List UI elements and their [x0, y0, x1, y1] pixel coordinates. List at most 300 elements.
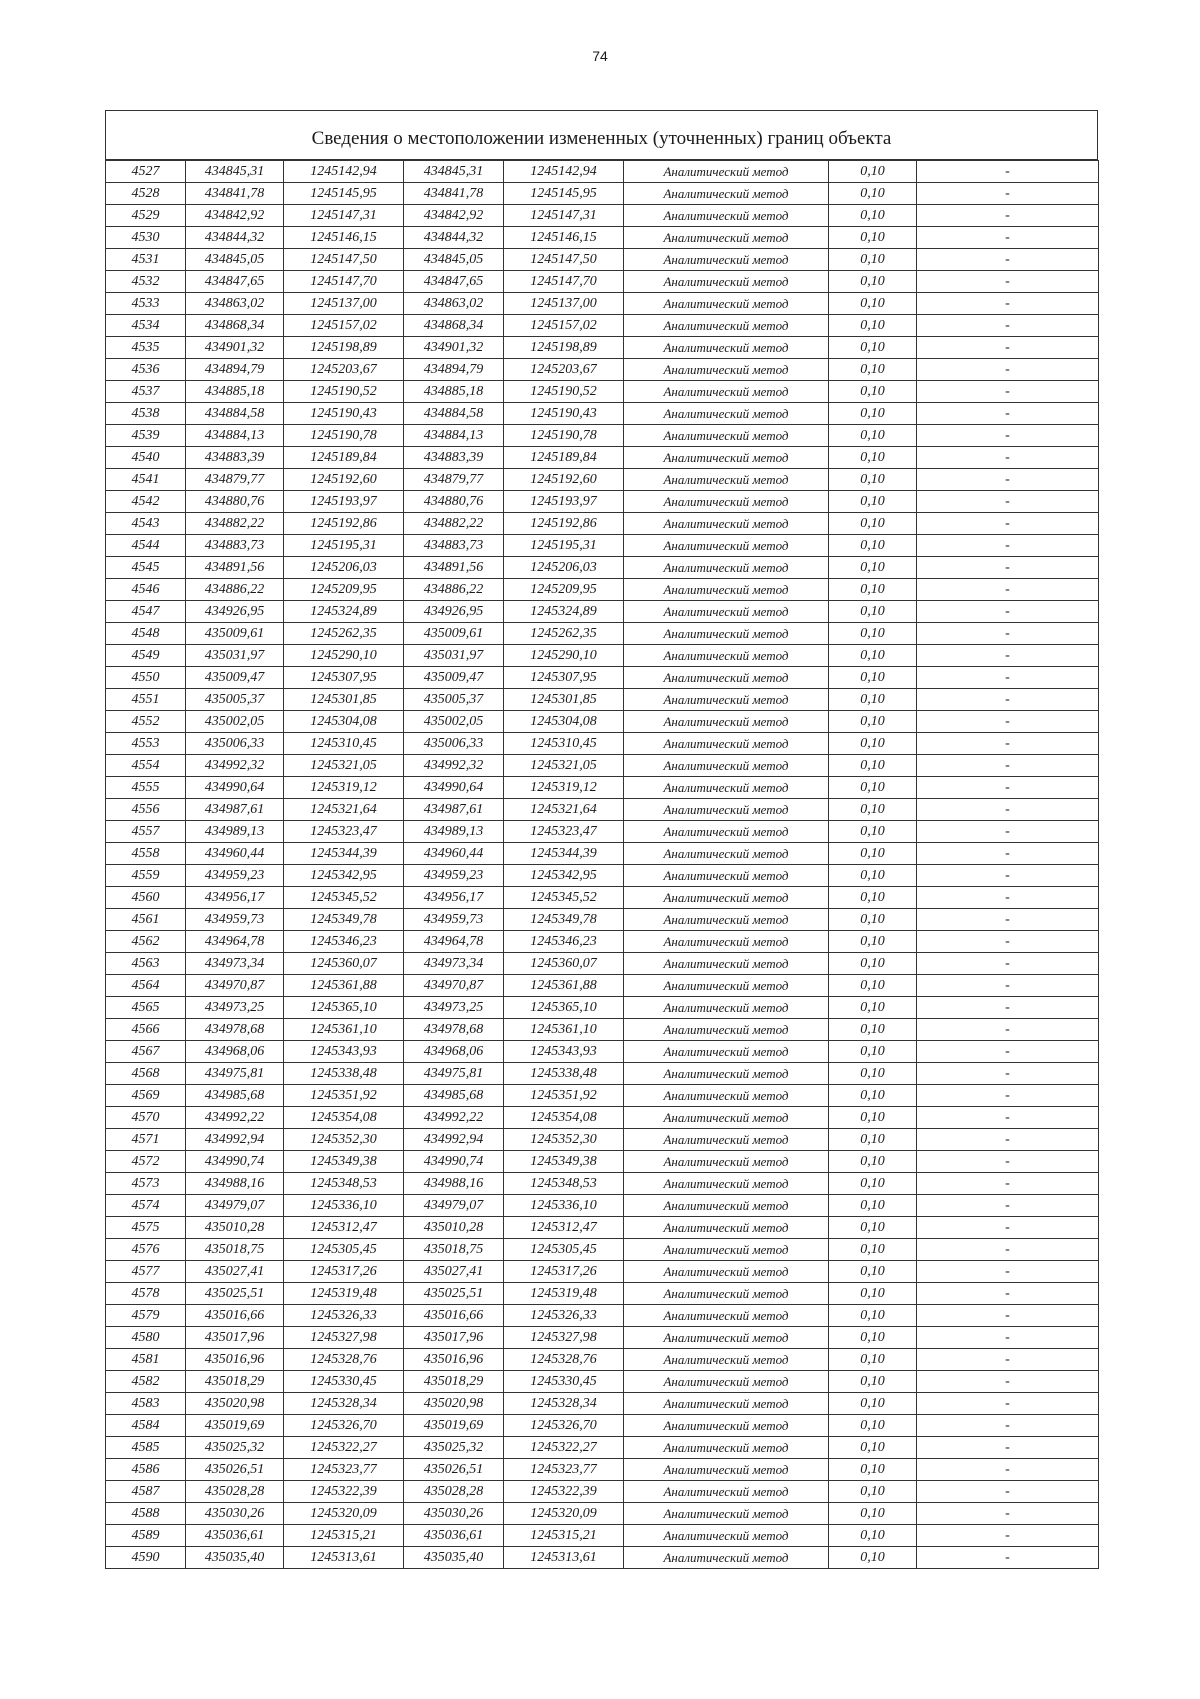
table-row — [106, 1503, 1099, 1525]
x-existing-cell: 435019,69 — [186, 1415, 284, 1437]
description-cell: - — [917, 667, 1099, 689]
description-cell: - — [917, 491, 1099, 513]
x-existing-cell: 434975,81 — [186, 1063, 284, 1085]
x-existing-cell: 435016,96 — [186, 1349, 284, 1371]
table-row — [106, 359, 1099, 381]
method-cell: Аналитический метод — [624, 1371, 829, 1393]
x-refined-cell: 434884,13 — [404, 425, 504, 447]
point-number-cell: 4539 — [106, 425, 186, 447]
y-refined-cell: 1245192,60 — [504, 469, 624, 491]
y-existing-cell: 1245349,78 — [284, 909, 404, 931]
description-cell: - — [917, 1547, 1099, 1569]
point-number-cell: 4578 — [106, 1283, 186, 1305]
table-row — [106, 997, 1099, 1019]
description-cell: - — [917, 557, 1099, 579]
table-row — [106, 1195, 1099, 1217]
table-row — [106, 1481, 1099, 1503]
description-cell: - — [917, 183, 1099, 205]
y-refined-cell: 1245290,10 — [504, 645, 624, 667]
table-row — [106, 1349, 1099, 1371]
y-existing-cell: 1245323,77 — [284, 1459, 404, 1481]
description-cell: - — [917, 293, 1099, 315]
accuracy-cell: 0,10 — [829, 1415, 917, 1437]
y-existing-cell: 1245312,47 — [284, 1217, 404, 1239]
method-cell: Аналитический метод — [624, 183, 829, 205]
y-refined-cell: 1245323,47 — [504, 821, 624, 843]
y-existing-cell: 1245192,60 — [284, 469, 404, 491]
method-cell: Аналитический метод — [624, 227, 829, 249]
y-existing-cell: 1245147,70 — [284, 271, 404, 293]
accuracy-cell: 0,10 — [829, 381, 917, 403]
accuracy-cell: 0,10 — [829, 227, 917, 249]
y-refined-cell: 1245137,00 — [504, 293, 624, 315]
y-refined-cell: 1245352,30 — [504, 1129, 624, 1151]
description-cell: - — [917, 689, 1099, 711]
x-refined-cell: 434894,79 — [404, 359, 504, 381]
x-existing-cell: 434979,07 — [186, 1195, 284, 1217]
x-existing-cell: 435026,51 — [186, 1459, 284, 1481]
x-refined-cell: 434990,74 — [404, 1151, 504, 1173]
accuracy-cell: 0,10 — [829, 1173, 917, 1195]
table-row — [106, 821, 1099, 843]
accuracy-cell: 0,10 — [829, 579, 917, 601]
method-cell: Аналитический метод — [624, 887, 829, 909]
x-refined-cell: 434847,65 — [404, 271, 504, 293]
x-refined-cell: 434992,32 — [404, 755, 504, 777]
x-existing-cell: 434992,32 — [186, 755, 284, 777]
x-existing-cell: 435009,61 — [186, 623, 284, 645]
method-cell: Аналитический метод — [624, 1107, 829, 1129]
description-cell: - — [917, 1503, 1099, 1525]
method-cell: Аналитический метод — [624, 1173, 829, 1195]
x-refined-cell: 434973,25 — [404, 997, 504, 1019]
method-cell: Аналитический метод — [624, 1327, 829, 1349]
y-existing-cell: 1245321,64 — [284, 799, 404, 821]
table-row — [106, 711, 1099, 733]
description-cell: - — [917, 1393, 1099, 1415]
accuracy-cell: 0,10 — [829, 1063, 917, 1085]
point-number-cell: 4535 — [106, 337, 186, 359]
description-cell: - — [917, 953, 1099, 975]
table-row — [106, 579, 1099, 601]
method-cell: Аналитический метод — [624, 711, 829, 733]
table-row — [106, 1019, 1099, 1041]
table-row — [106, 1261, 1099, 1283]
x-refined-cell: 435031,97 — [404, 645, 504, 667]
point-number-cell: 4543 — [106, 513, 186, 535]
accuracy-cell: 0,10 — [829, 843, 917, 865]
accuracy-cell: 0,10 — [829, 931, 917, 953]
table-row — [106, 1173, 1099, 1195]
accuracy-cell: 0,10 — [829, 513, 917, 535]
x-existing-cell: 434973,25 — [186, 997, 284, 1019]
point-number-cell: 4545 — [106, 557, 186, 579]
y-refined-cell: 1245190,78 — [504, 425, 624, 447]
method-cell: Аналитический метод — [624, 293, 829, 315]
method-cell: Аналитический метод — [624, 535, 829, 557]
x-existing-cell: 434985,68 — [186, 1085, 284, 1107]
x-refined-cell: 435005,37 — [404, 689, 504, 711]
x-refined-cell: 434959,23 — [404, 865, 504, 887]
table-row — [106, 799, 1099, 821]
accuracy-cell: 0,10 — [829, 1305, 917, 1327]
x-refined-cell: 434883,39 — [404, 447, 504, 469]
description-cell: - — [917, 755, 1099, 777]
accuracy-cell: 0,10 — [829, 1547, 917, 1569]
table-row — [106, 1063, 1099, 1085]
x-refined-cell: 435036,61 — [404, 1525, 504, 1547]
x-refined-cell: 434884,58 — [404, 403, 504, 425]
x-existing-cell: 435005,37 — [186, 689, 284, 711]
y-existing-cell: 1245365,10 — [284, 997, 404, 1019]
point-number-cell: 4580 — [106, 1327, 186, 1349]
y-refined-cell: 1245312,47 — [504, 1217, 624, 1239]
x-refined-cell: 434882,22 — [404, 513, 504, 535]
method-cell: Аналитический метод — [624, 1437, 829, 1459]
y-existing-cell: 1245320,09 — [284, 1503, 404, 1525]
x-existing-cell: 434879,77 — [186, 469, 284, 491]
x-refined-cell: 434964,78 — [404, 931, 504, 953]
accuracy-cell: 0,10 — [829, 1437, 917, 1459]
description-cell: - — [917, 271, 1099, 293]
method-cell: Аналитический метод — [624, 1239, 829, 1261]
y-existing-cell: 1245198,89 — [284, 337, 404, 359]
point-number-cell: 4572 — [106, 1151, 186, 1173]
x-existing-cell: 434973,34 — [186, 953, 284, 975]
y-existing-cell: 1245307,95 — [284, 667, 404, 689]
x-refined-cell: 434978,68 — [404, 1019, 504, 1041]
description-cell: - — [917, 931, 1099, 953]
description-cell: - — [917, 1085, 1099, 1107]
accuracy-cell: 0,10 — [829, 667, 917, 689]
accuracy-cell: 0,10 — [829, 799, 917, 821]
method-cell: Аналитический метод — [624, 777, 829, 799]
x-refined-cell: 435016,96 — [404, 1349, 504, 1371]
y-existing-cell: 1245190,52 — [284, 381, 404, 403]
table-row — [106, 227, 1099, 249]
method-cell: Аналитический метод — [624, 623, 829, 645]
method-cell: Аналитический метод — [624, 821, 829, 843]
table-row — [106, 271, 1099, 293]
y-refined-cell: 1245348,53 — [504, 1173, 624, 1195]
x-existing-cell: 435009,47 — [186, 667, 284, 689]
description-cell: - — [917, 359, 1099, 381]
y-existing-cell: 1245328,34 — [284, 1393, 404, 1415]
table-title — [105, 110, 1098, 160]
accuracy-cell: 0,10 — [829, 1459, 917, 1481]
x-existing-cell: 434847,65 — [186, 271, 284, 293]
y-existing-cell: 1245305,45 — [284, 1239, 404, 1261]
x-existing-cell: 434883,73 — [186, 535, 284, 557]
accuracy-cell: 0,10 — [829, 953, 917, 975]
point-number-cell: 4590 — [106, 1547, 186, 1569]
table-row — [106, 1415, 1099, 1437]
y-refined-cell: 1245336,10 — [504, 1195, 624, 1217]
method-cell: Аналитический метод — [624, 403, 829, 425]
y-existing-cell: 1245361,88 — [284, 975, 404, 997]
point-number-cell: 4540 — [106, 447, 186, 469]
x-refined-cell: 435027,41 — [404, 1261, 504, 1283]
table-row — [106, 733, 1099, 755]
y-refined-cell: 1245142,94 — [504, 161, 624, 183]
method-cell: Аналитический метод — [624, 931, 829, 953]
y-existing-cell: 1245190,78 — [284, 425, 404, 447]
description-cell: - — [917, 1107, 1099, 1129]
x-existing-cell: 435030,26 — [186, 1503, 284, 1525]
accuracy-cell: 0,10 — [829, 1239, 917, 1261]
y-refined-cell: 1245193,97 — [504, 491, 624, 513]
method-cell: Аналитический метод — [624, 1525, 829, 1547]
method-cell: Аналитический метод — [624, 1459, 829, 1481]
y-refined-cell: 1245361,88 — [504, 975, 624, 997]
method-cell: Аналитический метод — [624, 865, 829, 887]
method-cell: Аналитический метод — [624, 733, 829, 755]
y-existing-cell: 1245360,07 — [284, 953, 404, 975]
table-row — [106, 337, 1099, 359]
point-number-cell: 4528 — [106, 183, 186, 205]
table-row — [106, 755, 1099, 777]
accuracy-cell: 0,10 — [829, 1349, 917, 1371]
y-refined-cell: 1245345,52 — [504, 887, 624, 909]
method-cell: Аналитический метод — [624, 249, 829, 271]
description-cell: - — [917, 777, 1099, 799]
accuracy-cell: 0,10 — [829, 887, 917, 909]
y-existing-cell: 1245301,85 — [284, 689, 404, 711]
x-existing-cell: 434956,17 — [186, 887, 284, 909]
point-number-cell: 4585 — [106, 1437, 186, 1459]
method-cell: Аналитический метод — [624, 799, 829, 821]
description-cell: - — [917, 1239, 1099, 1261]
method-cell: Аналитический метод — [624, 1041, 829, 1063]
method-cell: Аналитический метод — [624, 579, 829, 601]
point-number-cell: 4557 — [106, 821, 186, 843]
point-number-cell: 4554 — [106, 755, 186, 777]
description-cell: - — [917, 1129, 1099, 1151]
accuracy-cell: 0,10 — [829, 865, 917, 887]
point-number-cell: 4569 — [106, 1085, 186, 1107]
table-row — [106, 1525, 1099, 1547]
y-refined-cell: 1245324,89 — [504, 601, 624, 623]
accuracy-cell: 0,10 — [829, 1393, 917, 1415]
x-refined-cell: 434959,73 — [404, 909, 504, 931]
point-number-cell: 4560 — [106, 887, 186, 909]
method-cell: Аналитический метод — [624, 359, 829, 381]
point-number-cell: 4529 — [106, 205, 186, 227]
y-existing-cell: 1245319,48 — [284, 1283, 404, 1305]
x-refined-cell: 435025,51 — [404, 1283, 504, 1305]
x-refined-cell: 435017,96 — [404, 1327, 504, 1349]
accuracy-cell: 0,10 — [829, 1041, 917, 1063]
y-existing-cell: 1245352,30 — [284, 1129, 404, 1151]
point-number-cell: 4549 — [106, 645, 186, 667]
accuracy-cell: 0,10 — [829, 1525, 917, 1547]
accuracy-cell: 0,10 — [829, 733, 917, 755]
description-cell: - — [917, 1349, 1099, 1371]
x-refined-cell: 434956,17 — [404, 887, 504, 909]
method-cell: Аналитический метод — [624, 953, 829, 975]
x-existing-cell: 435027,41 — [186, 1261, 284, 1283]
table-row — [106, 491, 1099, 513]
method-cell: Аналитический метод — [624, 1547, 829, 1569]
y-existing-cell: 1245262,35 — [284, 623, 404, 645]
description-cell: - — [917, 1305, 1099, 1327]
y-existing-cell: 1245142,94 — [284, 161, 404, 183]
x-refined-cell: 434988,16 — [404, 1173, 504, 1195]
y-existing-cell: 1245361,10 — [284, 1019, 404, 1041]
method-cell: Аналитический метод — [624, 271, 829, 293]
y-existing-cell: 1245323,47 — [284, 821, 404, 843]
description-cell: - — [917, 535, 1099, 557]
table-row — [106, 403, 1099, 425]
method-cell: Аналитический метод — [624, 975, 829, 997]
y-refined-cell: 1245209,95 — [504, 579, 624, 601]
method-cell: Аналитический метод — [624, 1195, 829, 1217]
description-cell: - — [917, 579, 1099, 601]
y-existing-cell: 1245326,70 — [284, 1415, 404, 1437]
y-refined-cell: 1245190,52 — [504, 381, 624, 403]
y-existing-cell: 1245319,12 — [284, 777, 404, 799]
accuracy-cell: 0,10 — [829, 205, 917, 227]
table-row — [106, 513, 1099, 535]
description-cell: - — [917, 821, 1099, 843]
point-number-cell: 4527 — [106, 161, 186, 183]
description-cell: - — [917, 1195, 1099, 1217]
point-number-cell: 4541 — [106, 469, 186, 491]
description-cell: - — [917, 865, 1099, 887]
y-refined-cell: 1245307,95 — [504, 667, 624, 689]
y-existing-cell: 1245336,10 — [284, 1195, 404, 1217]
table-row — [106, 161, 1099, 183]
accuracy-cell: 0,10 — [829, 909, 917, 931]
accuracy-cell: 0,10 — [829, 425, 917, 447]
method-cell: Аналитический метод — [624, 843, 829, 865]
description-cell: - — [917, 205, 1099, 227]
accuracy-cell: 0,10 — [829, 293, 917, 315]
description-cell: - — [917, 513, 1099, 535]
table-row — [106, 1437, 1099, 1459]
x-existing-cell: 434883,39 — [186, 447, 284, 469]
y-existing-cell: 1245310,45 — [284, 733, 404, 755]
x-existing-cell: 434992,94 — [186, 1129, 284, 1151]
y-refined-cell: 1245343,93 — [504, 1041, 624, 1063]
y-existing-cell: 1245328,76 — [284, 1349, 404, 1371]
description-cell: - — [917, 1261, 1099, 1283]
method-cell: Аналитический метод — [624, 909, 829, 931]
point-number-cell: 4562 — [106, 931, 186, 953]
description-cell: - — [917, 1041, 1099, 1063]
y-existing-cell: 1245189,84 — [284, 447, 404, 469]
x-existing-cell: 434990,64 — [186, 777, 284, 799]
y-refined-cell: 1245305,45 — [504, 1239, 624, 1261]
point-number-cell: 4534 — [106, 315, 186, 337]
x-existing-cell: 435002,05 — [186, 711, 284, 733]
description-cell: - — [917, 799, 1099, 821]
y-refined-cell: 1245195,31 — [504, 535, 624, 557]
y-existing-cell: 1245192,86 — [284, 513, 404, 535]
description-cell: - — [917, 975, 1099, 997]
x-existing-cell: 435018,29 — [186, 1371, 284, 1393]
accuracy-cell: 0,10 — [829, 821, 917, 843]
y-existing-cell: 1245195,31 — [284, 535, 404, 557]
method-cell: Аналитический метод — [624, 997, 829, 1019]
method-cell: Аналитический метод — [624, 667, 829, 689]
x-existing-cell: 434885,18 — [186, 381, 284, 403]
accuracy-cell: 0,10 — [829, 403, 917, 425]
accuracy-cell: 0,10 — [829, 447, 917, 469]
accuracy-cell: 0,10 — [829, 777, 917, 799]
description-cell: - — [917, 623, 1099, 645]
description-cell: - — [917, 227, 1099, 249]
accuracy-cell: 0,10 — [829, 469, 917, 491]
method-cell: Аналитический метод — [624, 447, 829, 469]
x-refined-cell: 435018,29 — [404, 1371, 504, 1393]
point-number-cell: 4538 — [106, 403, 186, 425]
x-refined-cell: 434880,76 — [404, 491, 504, 513]
point-number-cell: 4530 — [106, 227, 186, 249]
x-refined-cell: 434960,44 — [404, 843, 504, 865]
x-existing-cell: 435016,66 — [186, 1305, 284, 1327]
point-number-cell: 4571 — [106, 1129, 186, 1151]
x-existing-cell: 434884,13 — [186, 425, 284, 447]
x-refined-cell: 434985,68 — [404, 1085, 504, 1107]
table-title-text: Сведения о местоположении измененных (уточненных) границ объекта — [311, 128, 892, 149]
method-cell: Аналитический метод — [624, 337, 829, 359]
y-refined-cell: 1245342,95 — [504, 865, 624, 887]
point-number-cell: 4531 — [106, 249, 186, 271]
coordinates-sheet — [105, 110, 1098, 1569]
x-refined-cell: 434975,81 — [404, 1063, 504, 1085]
table-row — [106, 1151, 1099, 1173]
y-existing-cell: 1245338,48 — [284, 1063, 404, 1085]
x-refined-cell: 434992,22 — [404, 1107, 504, 1129]
description-cell: - — [917, 909, 1099, 931]
table-row — [106, 975, 1099, 997]
y-refined-cell: 1245192,86 — [504, 513, 624, 535]
x-refined-cell: 435009,47 — [404, 667, 504, 689]
table-row — [106, 1305, 1099, 1327]
x-refined-cell: 434973,34 — [404, 953, 504, 975]
x-refined-cell: 434879,77 — [404, 469, 504, 491]
y-existing-cell: 1245157,02 — [284, 315, 404, 337]
y-refined-cell: 1245310,45 — [504, 733, 624, 755]
x-existing-cell: 434884,58 — [186, 403, 284, 425]
table-row — [106, 843, 1099, 865]
y-existing-cell: 1245342,95 — [284, 865, 404, 887]
y-existing-cell: 1245315,21 — [284, 1525, 404, 1547]
x-existing-cell: 434968,06 — [186, 1041, 284, 1063]
description-cell: - — [917, 1371, 1099, 1393]
x-refined-cell: 434841,78 — [404, 183, 504, 205]
accuracy-cell: 0,10 — [829, 997, 917, 1019]
point-number-cell: 4556 — [106, 799, 186, 821]
y-refined-cell: 1245351,92 — [504, 1085, 624, 1107]
description-cell: - — [917, 381, 1099, 403]
x-existing-cell: 435006,33 — [186, 733, 284, 755]
description-cell: - — [917, 1459, 1099, 1481]
x-existing-cell: 434868,34 — [186, 315, 284, 337]
x-existing-cell: 434960,44 — [186, 843, 284, 865]
x-refined-cell: 434883,73 — [404, 535, 504, 557]
x-existing-cell: 435018,75 — [186, 1239, 284, 1261]
accuracy-cell: 0,10 — [829, 1481, 917, 1503]
x-refined-cell: 434863,02 — [404, 293, 504, 315]
y-refined-cell: 1245189,84 — [504, 447, 624, 469]
table-row — [106, 645, 1099, 667]
point-number-cell: 4548 — [106, 623, 186, 645]
y-refined-cell: 1245313,61 — [504, 1547, 624, 1569]
accuracy-cell: 0,10 — [829, 359, 917, 381]
y-existing-cell: 1245354,08 — [284, 1107, 404, 1129]
